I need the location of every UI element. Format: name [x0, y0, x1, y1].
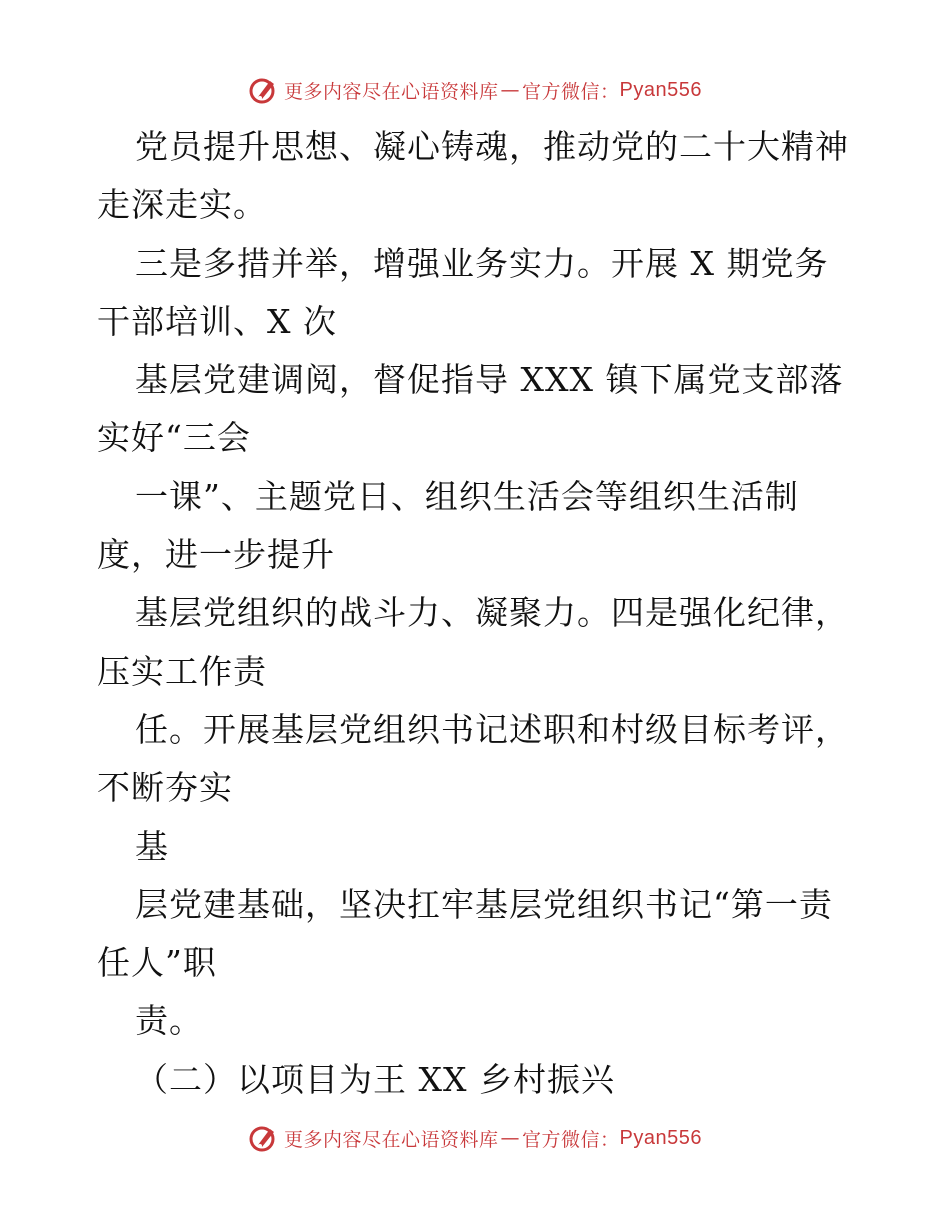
- text-line: 走深走实。: [97, 185, 267, 225]
- text-line: 基层党组织的战斗力、凝聚力。四是强化纪律，: [135, 593, 849, 633]
- text-line: 基层党建调阅，督促指导 XXX 镇下属党支部落: [135, 360, 844, 400]
- watermark-site-text: 更多内容尽在心语资料库: [284, 1128, 499, 1151]
- document-body: [97, 118, 877, 1109]
- text-line: 三是多措并举，增强业务实力。开展 X 期党务: [135, 243, 829, 283]
- text-line: 任人”职: [97, 943, 217, 983]
- text-line: 干部培训、X 次: [97, 301, 337, 341]
- text-line: 不断夯实: [97, 768, 233, 808]
- footer-watermark: [0, 1118, 950, 1158]
- text-line: 一课”、主题党日、组织生活会等组织生活制: [135, 476, 799, 516]
- text-line: 度，进一步提升: [97, 535, 335, 575]
- text-line: 责。: [135, 1001, 203, 1041]
- watermark-wechat-id: Pyan556: [619, 1126, 702, 1149]
- watermark-separator: —: [500, 1127, 521, 1149]
- pen-logo-icon: [248, 1123, 278, 1153]
- text-line: 层党建基础，坚决扛牢基层党组织书记“第一责: [135, 884, 833, 924]
- watermark-wechat-label: 官方微信：: [522, 80, 620, 103]
- text-line: 任。开展基层党组织书记述职和村级目标考评，: [135, 709, 849, 749]
- pen-logo-icon: [248, 75, 278, 105]
- watermark-wechat-id: Pyan556: [619, 78, 702, 101]
- text-line: 压实工作责: [97, 651, 267, 691]
- watermark-site-text: 更多内容尽在心语资料库: [284, 80, 499, 103]
- text-line: 党员提升思想、凝心铸魂，推动党的二十大精神: [135, 127, 849, 166]
- text-line: 基: [135, 826, 169, 866]
- watermark-wechat-label: 官方微信：: [522, 1128, 620, 1151]
- header-watermark: [0, 70, 950, 110]
- text-line: 实好“三会: [97, 418, 251, 458]
- text-line: （二）以项目为王 XX 乡村振兴: [135, 1059, 615, 1099]
- watermark-separator: —: [500, 79, 521, 101]
